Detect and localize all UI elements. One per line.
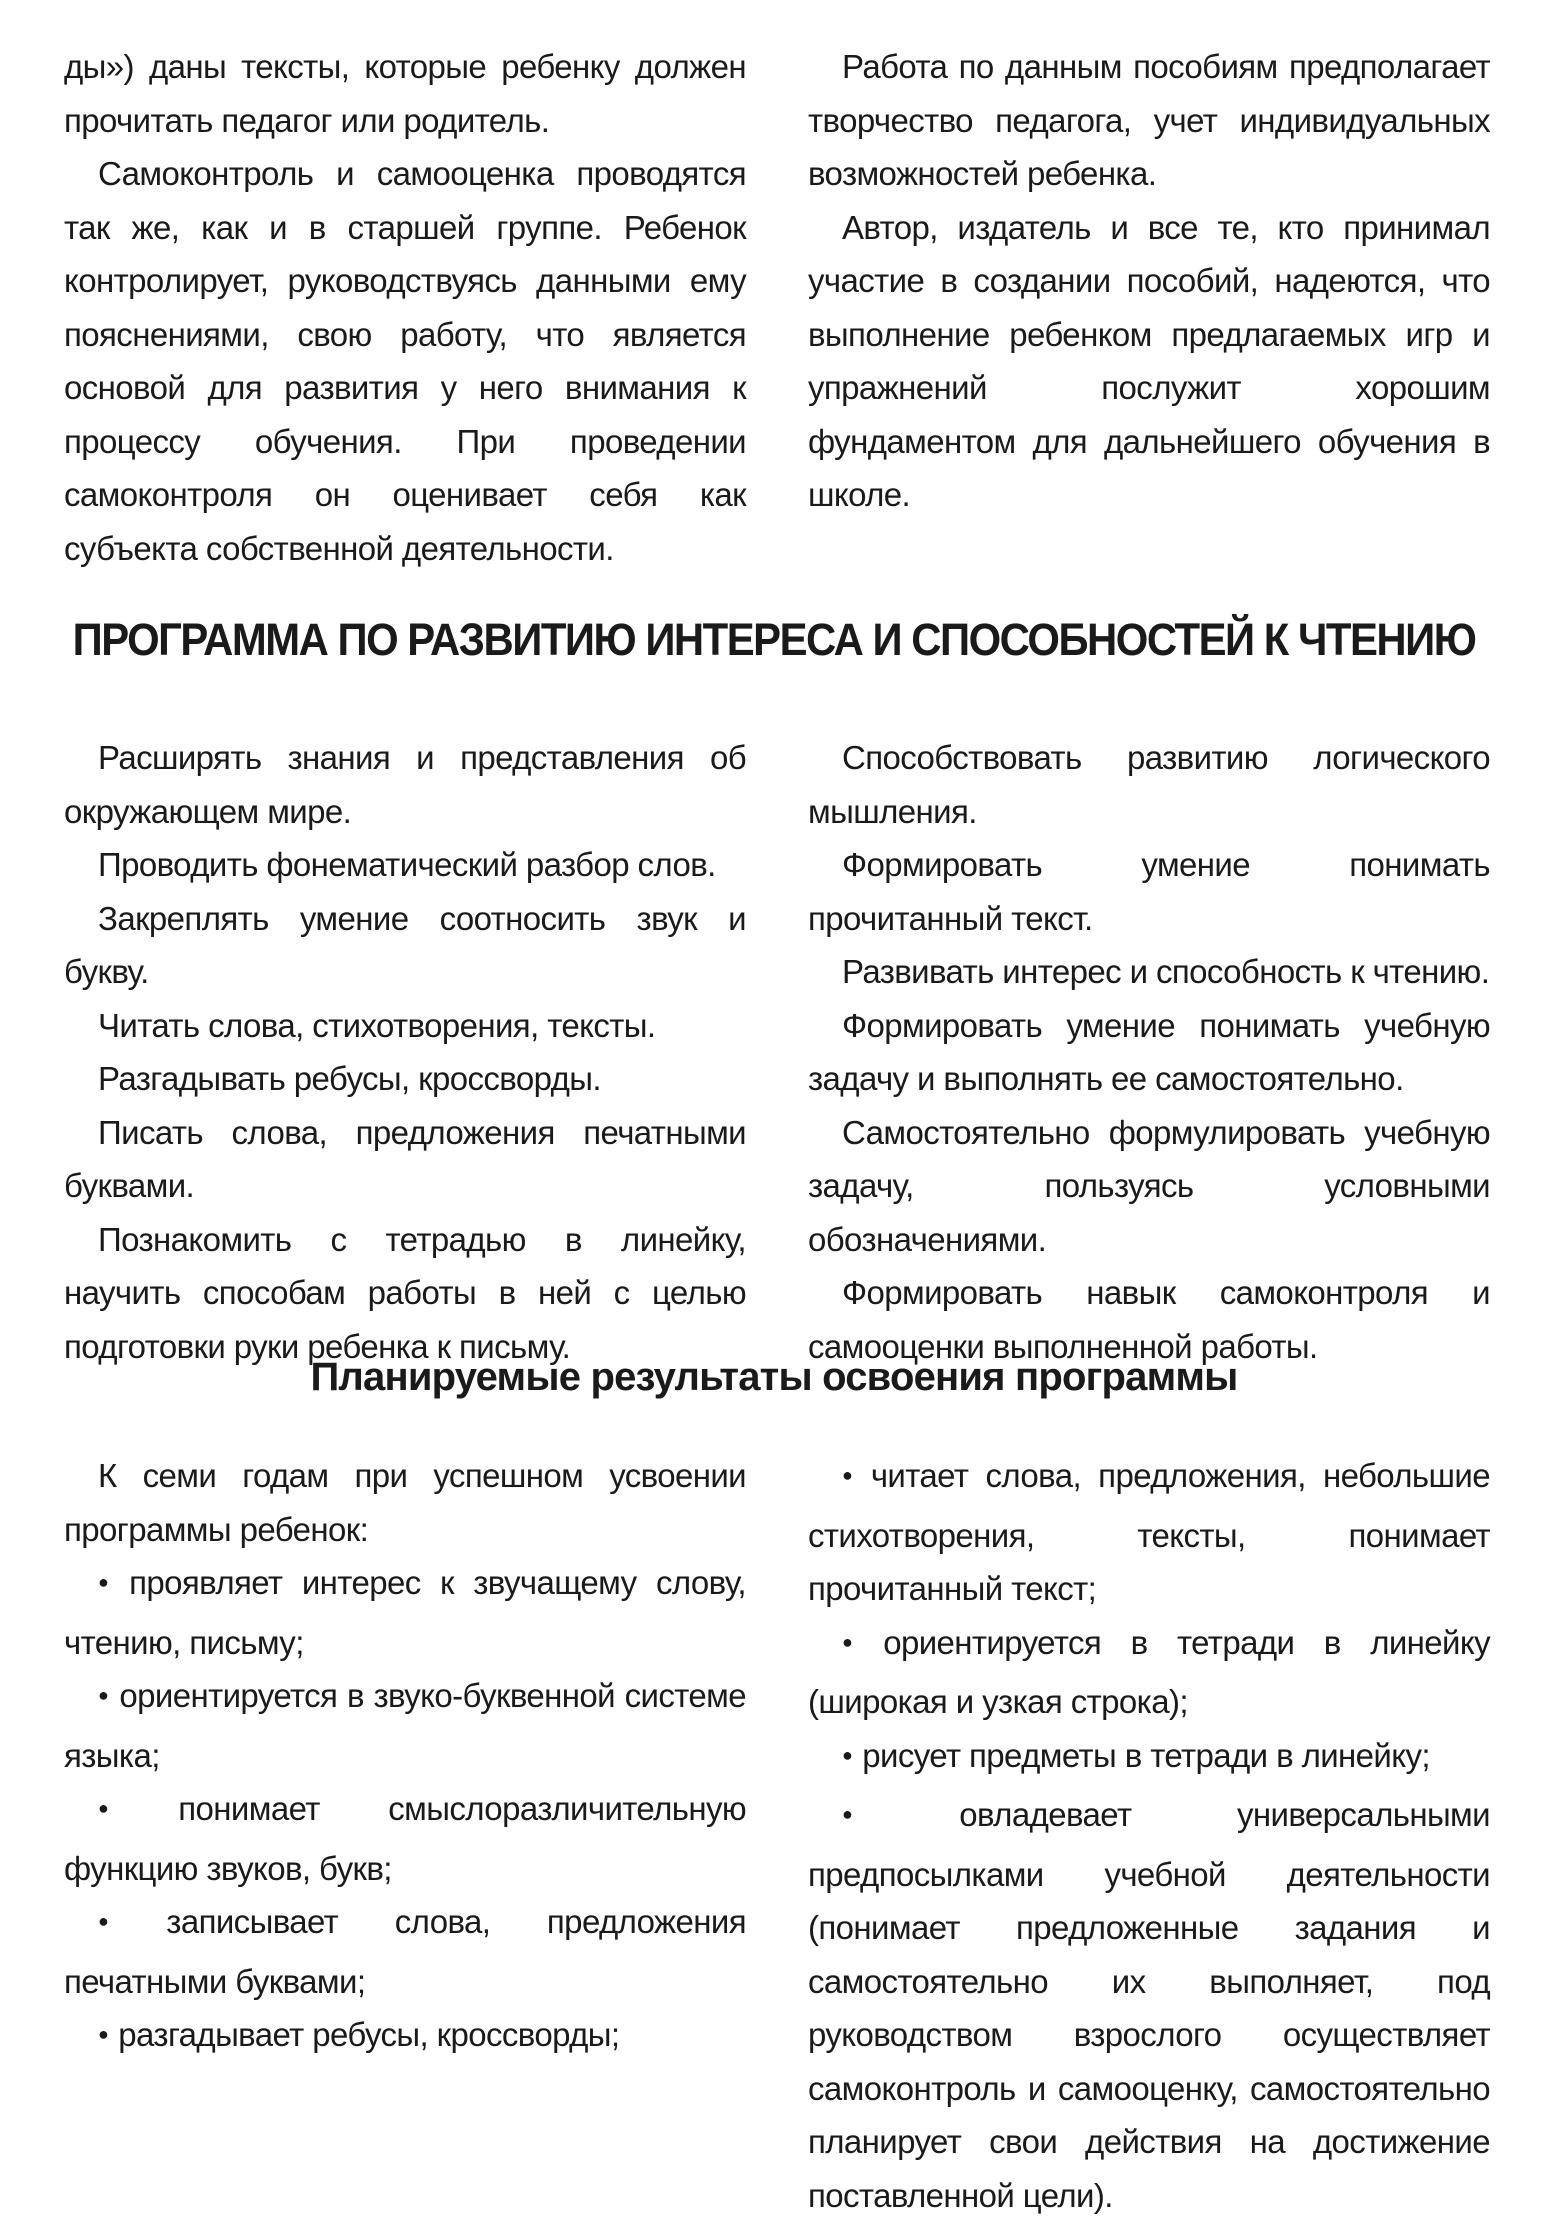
result-bullet-item: ● ориентируется в звуко-буквенной системе языка; [64,1669,746,1782]
results-left-column [64,1449,746,2222]
intro-section [64,40,1490,575]
program-item: Самостоятельно формулировать учебную задачу, пользуясь условными обозначениями. [808,1113,1490,1258]
program-item: Формировать навык самоконтроля и самооценки выполненной работы. [808,1274,1490,1365]
program-item: Формировать умение понимать прочитанный текст. [808,846,1490,937]
results-intro: К семи годам при успешном усвоении программы ребенок: [64,1457,746,1548]
result-bullet-item: ● проявляет интерес к звучащему слову, чтению, письму; [64,1556,746,1669]
results-section [64,1449,1490,2222]
result-bullet-item: ● разгадывает ребусы, кроссворды; [64,2008,746,2068]
program-left-column [64,731,746,1373]
program-item: Познакомить с тетрадью в линейку, научить способам работы в ней с целью подготовки руки ребенка к письму. [64,1220,746,1365]
results-heading: Планируемые результаты освоения программы [310,1355,1238,1399]
program-item: Закреплять умение соотносить звук и букву. [64,899,746,990]
paragraph: Самоконтроль и самооценка проводятся так же, как и в старшей группе. Ребенок контролирует, руководствуясь данными ему пояснениями, свою работу, что является основой для развития у него внимания к процессу обучения. При проведении самоконтроля он оценивает себя как субъекта собственной деятельности. [64,155,746,567]
result-bullet-item: ● овладевает универсальными предпосылками учебной деятельности (понимает предложенные задания и самостоятельно их выполняет, под руководством взрослого осуществляет самоконтроль и самооценку, самостоятельно планирует свои действия на достижение поставленной цели). [808,1788,1490,2222]
program-item: Расширять знания и представления об окружающем мире. [64,739,746,830]
results-right-column [808,1449,1490,2222]
program-item: Читать слова, стихотворения, тексты. [98,1006,656,1044]
program-right-column [808,731,1490,1373]
program-item: Писать слова, предложения печатными буквами. [64,1113,746,1204]
paragraph: ды») даны тексты, которые ребенку должен прочитать педагог или родитель. [64,48,746,139]
program-item: Проводить фонематический разбор слов. [98,846,716,883]
intro-left-column [64,40,746,575]
program-item: Разгадывать ребусы, кроссворды. [98,1060,601,1097]
program-item: Способствовать развитию логического мышления. [808,739,1490,830]
result-bullet-item: ● записывает слова, предложения печатными буквами; [64,1895,746,2008]
paragraph: Автор, издатель и все те, кто принимал участие в создании пособий, надеются, что выполнение ребенком предлагаемых игр и упражнений послужит хорошим фундаментом для дальнейшего обучения в школе. [808,208,1490,513]
result-bullet-item: ● читает слова, предложения, небольшие стихотворения, тексты, понимает прочитанный текст; [808,1449,1490,1616]
result-bullet-item: ● рисует предметы в тетради в линейку; [808,1729,1490,1789]
result-bullet-item: ● ориентируется в тетради в линейку (широкая и узкая строка); [808,1616,1490,1729]
paragraph: Работа по данным пособиям предполагает творчество педагога, учет индивидуальных возможностей ребенка. [808,48,1490,192]
program-item: Развивать интерес и способность к чтению. [842,953,1490,990]
program-heading: ПРОГРАММА ПО РАЗВИТИЮ ИНТЕРЕСА И СПОСОБНОСТЕЙ К ЧТЕНИЮ [72,614,1476,665]
program-item: Формировать умение понимать учебную задачу и выполнять ее самостоятельно. [808,1006,1490,1097]
intro-right-column [808,40,1490,575]
result-bullet-item: ● понимает смыслоразличительную функцию звуков, букв; [64,1782,746,1895]
program-section [64,731,1490,1373]
